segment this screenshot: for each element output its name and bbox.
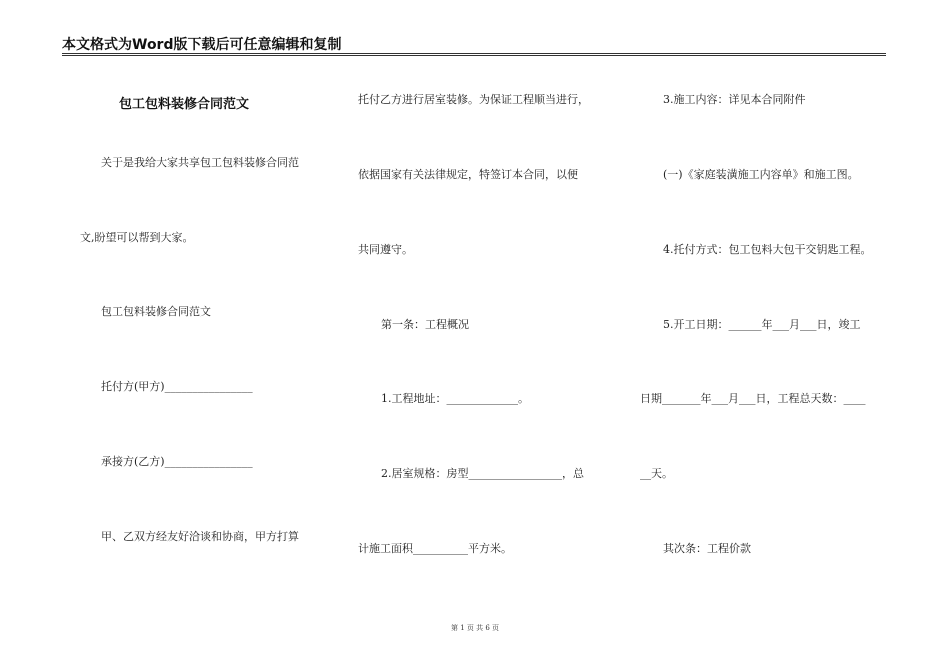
document-header: 本文格式为Word版下载后可任意编辑和复制: [62, 37, 342, 53]
col2-line-6: 2.居室规格：房型_________________，总: [381, 467, 584, 480]
col2-line-2: 依据国家有关法律规定，特签订本合同，以便: [358, 168, 578, 181]
col3-line-1: 3.施工内容：详见本合同附件: [663, 93, 806, 106]
col2-line-7: 计施工面积__________平方米。: [358, 542, 512, 555]
col3-line-2: (一)《家庭装潢施工内容单》和施工图。: [663, 168, 859, 181]
col1-line-4: 托付方(甲方)________________: [101, 380, 253, 393]
col3-line-3: 4.托付方式：包工包料大包干交钥匙工程。: [663, 243, 872, 256]
col1-line-3: 包工包料装修合同范文: [101, 305, 211, 318]
col3-line-4: 5.开工日期：______年___月___日，竣工: [663, 318, 861, 331]
page-number: 第 1 页 共 6 页: [450, 624, 500, 632]
col1-line-6: 甲、乙双方经友好洽谈和协商，甲方打算: [101, 530, 299, 543]
col1-line-2: 文,盼望可以帮到大家。: [80, 231, 194, 244]
col3-line-7: 其次条：工程价款: [663, 542, 751, 555]
col1-line-1: 关于是我给大家共享包工包料装修合同范: [101, 156, 299, 169]
col3-line-6: __天。: [640, 467, 673, 480]
col1-line-5: 承接方(乙方)________________: [101, 455, 253, 468]
col2-line-1: 托付乙方进行居室装修。为保证工程顺当进行，: [358, 93, 589, 106]
col3-line-5: 日期_______年___月___日，工程总天数：____: [640, 392, 866, 405]
document-title: 包工包料装修合同范文: [119, 97, 250, 112]
col2-line-4: 第一条：工程概况: [381, 318, 469, 331]
header-rule-second: [62, 55, 886, 56]
col2-line-3: 共同遵守。: [358, 243, 413, 256]
col2-line-5: 1.工程地址：_____________。: [381, 392, 529, 405]
header-rule: [62, 53, 886, 54]
